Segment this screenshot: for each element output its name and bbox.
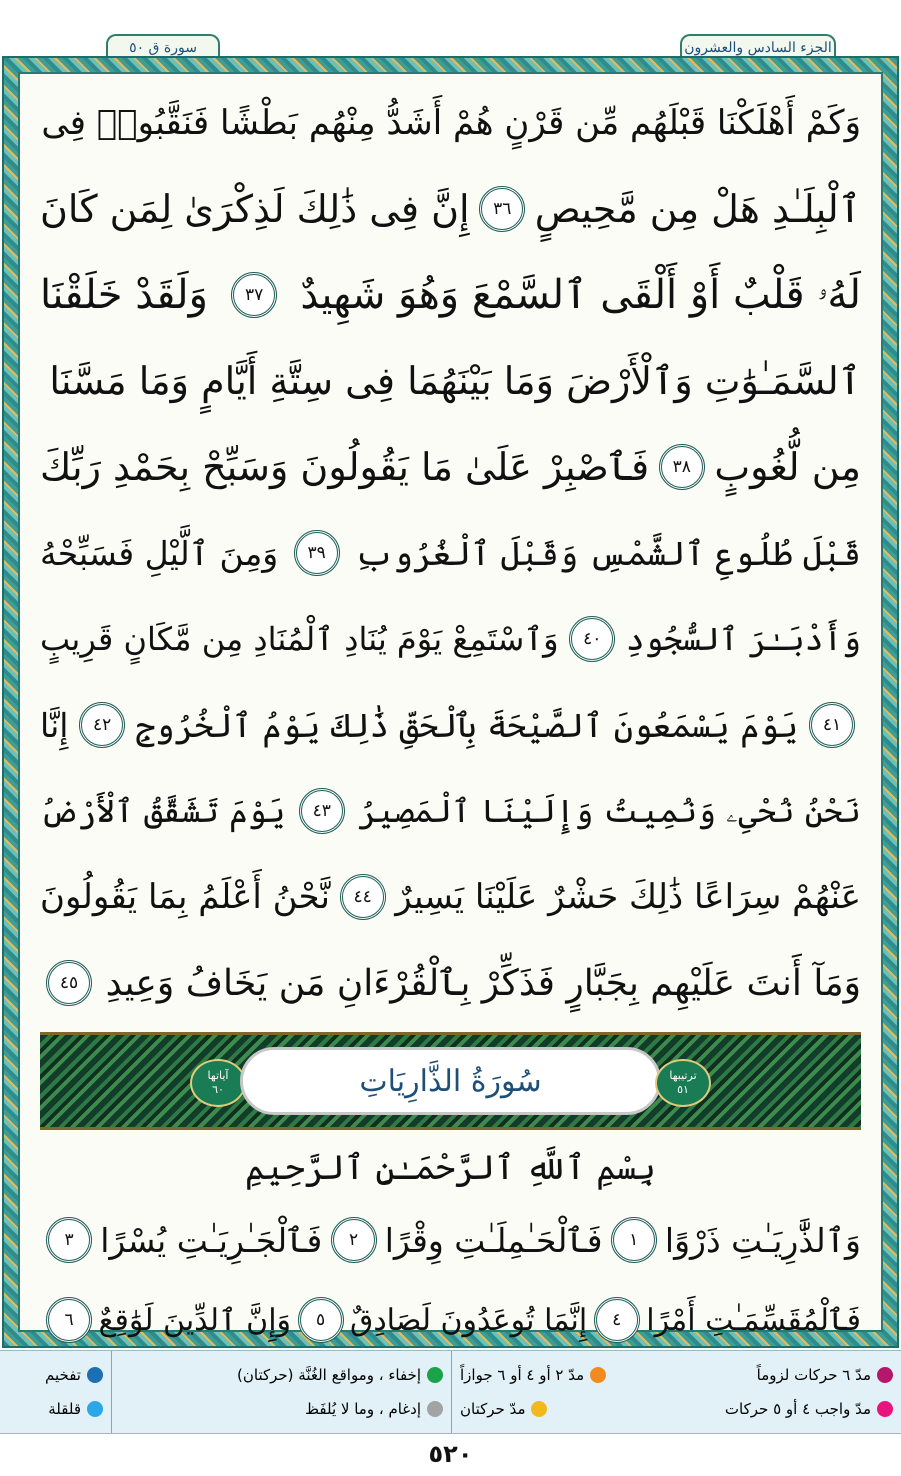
basmala: بِسْمِ ٱللَّهِ ٱلرَّحْمَـٰنِ ٱلرَّحِيمِ: [245, 1147, 656, 1188]
verse-text: إِنَّا: [40, 705, 69, 745]
ayah-number-marker: ٤٤: [340, 874, 386, 920]
text-line: [40, 940, 861, 1026]
legend-dot: [427, 1401, 443, 1417]
legend-dot: [877, 1367, 893, 1383]
text-line: [40, 682, 861, 768]
text-panel: [18, 72, 883, 1338]
verse-text: يَوْمَ يَسْمَعُونَ ٱلصَّيْحَةَ بِٱلْحَقِّ ذَٰلِكَ يَوْمُ ٱلْخُرُوجِ: [135, 705, 799, 745]
ayah-number-marker: ١: [611, 1217, 657, 1263]
verse-text: وَكَمْ أَهْلَكْنَا قَبْلَهُم مِّن قَرْنٍ هُمْ أَشَدُّ مِنْهُم بَطْشًا فَنَقَّبُوا۟ فِى: [41, 103, 861, 143]
text-line: [40, 596, 861, 682]
surah-banner: [40, 1032, 861, 1130]
order-value: ٥١: [677, 1083, 689, 1096]
verse-text: فَٱلْحَـٰمِلَـٰتِ وِقْرًا: [384, 1220, 603, 1260]
ayah-number-marker: ٤٥: [46, 960, 92, 1006]
verse-text: لَهُۥ قَلْبٌ أَوْ أَلْقَى ٱلسَّمْعَ وَهُوَ شَهِيدٌ: [300, 272, 861, 318]
page-number: ٥٢٠: [428, 1440, 473, 1468]
legend-col-ghunna: [111, 1351, 451, 1433]
verse-text: فَٱلْجَـٰرِيَـٰتِ يُسْرًا: [100, 1220, 323, 1260]
legend-dot: [87, 1367, 103, 1383]
verse-text: وَلَقَدْ خَلَقْنَا: [40, 272, 208, 318]
ayah-number-marker: ٣: [46, 1217, 92, 1263]
legend-label: مدّ حركتان: [460, 1400, 526, 1418]
verse-text: فَٱلْمُقَسِّمَـٰتِ أَمْرًا: [646, 1302, 861, 1338]
verse-text: ٱلْبِلَـٰدِ هَلْ مِن مَّحِيصٍ: [534, 187, 861, 231]
ayah-number-marker: ٤٠: [569, 616, 615, 662]
verse-text: وَٱلذَّٰرِيَـٰتِ ذَرْوًا: [664, 1220, 861, 1260]
verses-value: ٦٠: [212, 1083, 224, 1096]
verse-text: قَبْلَ طُلُوعِ ٱلشَّمْسِ وَقَبْلَ ٱلْغُرُوبِ: [354, 533, 861, 573]
text-line: [40, 768, 861, 854]
verse-text: إِنَّمَا تُوعَدُونَ لَصَادِقٌ: [350, 1302, 588, 1338]
legend-label: مدّ ٢ أو ٤ أو ٦ جوازاً: [460, 1366, 585, 1384]
verse-text: إِنَّ فِى ذَٰلِكَ لَذِكْرَىٰ لِمَن كَانَ: [40, 187, 470, 231]
legend-label: مدّ ٦ حركات لزوماً: [756, 1366, 871, 1384]
text-line: [40, 80, 861, 166]
verse-text: فَٱصْبِرْ عَلَىٰ مَا يَقُولُونَ وَسَبِّحْ بِحَمْدِ رَبِّكَ: [40, 445, 650, 489]
ayah-number-marker: ٣٧: [231, 272, 277, 318]
text-line: [40, 424, 861, 510]
ayah-number-marker: ٤١: [809, 702, 855, 748]
text-line: [40, 166, 861, 252]
page-frame: [2, 56, 899, 1348]
legend-label: مدّ واجب ٤ أو ٥ حركات: [724, 1400, 871, 1418]
order-badge: [655, 1059, 711, 1107]
legend-label: إخفاء ، ومواقع الغُنَّة (حركتان): [237, 1366, 421, 1384]
verses-badge: [190, 1059, 246, 1107]
verse-text: وَمِنَ ٱلَّيْلِ فَسَبِّحْهُ: [40, 533, 279, 573]
juz-label: الجزء السادس والعشرون: [680, 34, 836, 60]
text-line: [40, 1200, 861, 1280]
ayah-number-marker: ٦: [46, 1297, 92, 1343]
verse-text: وَٱسْتَمِعْ يَوْمَ يُنَادِ ٱلْمُنَادِ مِن مَّكَانٍ قَرِيبٍ: [40, 620, 559, 658]
legend-dot: [427, 1367, 443, 1383]
legend-label: إدغام ، وما لا يُلفَظ: [305, 1400, 421, 1418]
verse-text: وَإِنَّ ٱلدِّينَ لَوَٰقِعٌ: [98, 1302, 292, 1338]
verse-text: مِن لُّغُوبٍ: [714, 445, 861, 489]
order-label: ترتيبها: [669, 1069, 697, 1082]
legend-label: تفخيم: [45, 1366, 81, 1384]
ayah-number-marker: ٤٣: [299, 788, 345, 834]
quran-text: [20, 74, 881, 1338]
verse-text: ٱلسَّمَـٰوَٰتِ وَٱلْأَرْضَ وَمَا بَيْنَهُمَا فِى سِتَّةِ أَيَّامٍ وَمَا مَسَّنَا: [49, 359, 861, 403]
tajweed-legend: [0, 1350, 901, 1434]
ayah-number-marker: ٣٦: [479, 186, 525, 232]
verse-text: يَوْمَ تَشَقَّقُ ٱلْأَرْضُ: [40, 792, 286, 830]
verse-text: عَنْهُمْ سِرَاعًا ذَٰلِكَ حَشْرٌ عَلَيْنَا يَسِيرٌ: [395, 877, 861, 917]
ayah-number-marker: ٣٨: [659, 444, 705, 490]
legend-dot: [87, 1401, 103, 1417]
legend-dot: [877, 1401, 893, 1417]
surah-label: سورة ق ٥٠: [106, 34, 220, 60]
verses-label: آياتها: [207, 1069, 229, 1082]
ayah-number-marker: ٣٩: [294, 530, 340, 576]
verse-text: نَحْنُ نُحْىِۦ وَنُمِيتُ وَإِلَيْنَا ٱلْمَصِيرُ: [358, 791, 861, 830]
ayah-number-marker: ٢: [331, 1217, 377, 1263]
surah-name: سُورَةُ الذَّارِيَاتِ: [240, 1047, 661, 1115]
verse-text: وَمَآ أَنتَ عَلَيْهِم بِجَبَّارٍ فَذَكِّرْ بِٱلْقُرْءَانِ مَن يَخَافُ وَعِيدِ: [105, 962, 861, 1004]
verse-text: وَأَدْبَـٰرَ ٱلسُّجُودِ: [625, 620, 861, 658]
ayah-number-marker: ٤٢: [79, 702, 125, 748]
text-line: [40, 338, 861, 424]
legend-dot: [590, 1367, 606, 1383]
ayah-number-marker: ٥: [298, 1297, 344, 1343]
legend-label: قلقلة: [48, 1400, 81, 1418]
text-line: [40, 1280, 861, 1360]
legend-col-madd: [451, 1351, 901, 1433]
verse-text: نَّحْنُ أَعْلَمُ بِمَا يَقُولُونَ: [40, 877, 330, 917]
text-line: [40, 510, 861, 596]
ayah-number-marker: ٤: [594, 1297, 640, 1343]
text-line: [40, 854, 861, 940]
legend-col-tafkheem: [0, 1351, 111, 1433]
text-line: [40, 252, 861, 338]
legend-dot: [531, 1401, 547, 1417]
